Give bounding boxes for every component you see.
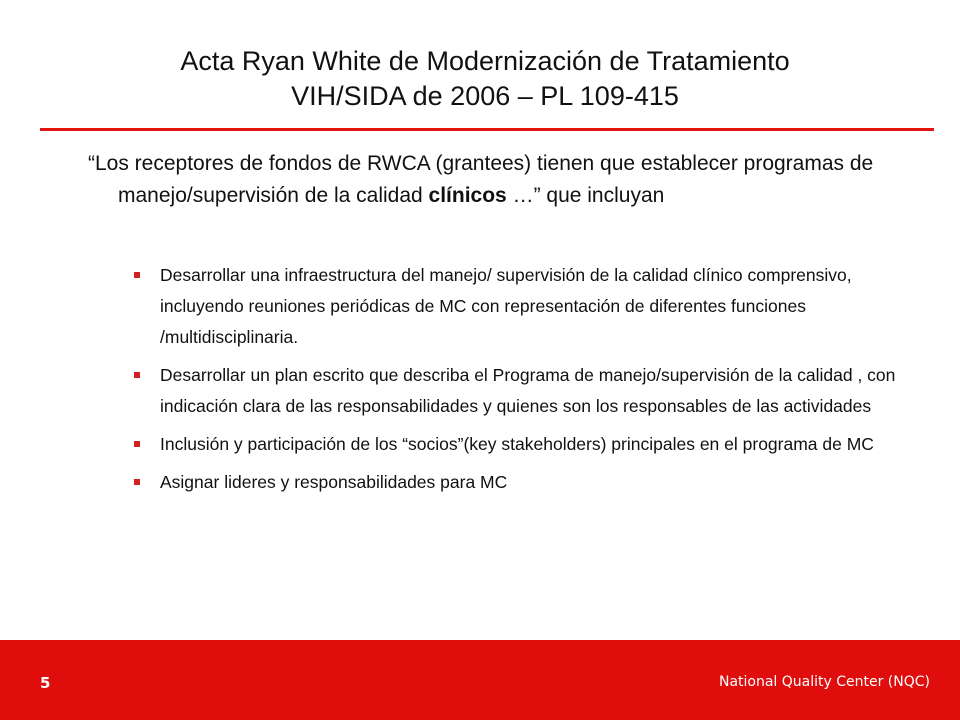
intro-paragraph [88,148,938,212]
bullet-item [132,360,932,422]
title-divider [40,128,934,131]
bullet-text: Desarrollar una infraestructura del manejo/ supervisión de la calidad clínico comprensivo, incluyendo reuniones periódicas de MC con representación de diferentes funciones /multidisciplinaria. [160,265,852,347]
bullet-item [132,260,932,353]
bullet-text: Inclusión y participación de los “socios”(key stakeholders) principales en el programa de MC [160,434,874,454]
bullet-text: Desarrollar un plan escrito que describa el Programa de manejo/supervisión de la calidad , con indicación clara de las responsabilidades y quienes son los responsables de las actividades [160,365,896,416]
slide-title [40,44,930,114]
footer-bar [0,640,960,720]
bullet-item [132,467,932,498]
intro-text-end: …” que incluyan [506,184,665,207]
page-number: 5 [40,674,51,692]
slide-title-line-2: VIH/SIDA de 2006 – PL 109-415 [291,81,679,111]
bullet-item [132,429,932,460]
intro-text-start: “Los receptores de fondos de RWCA (grantees) tienen que establecer programas de manejo/supervisión de la calidad [88,152,874,207]
bullet-list [132,260,932,505]
square-bullet-icon [134,441,140,447]
square-bullet-icon [134,479,140,485]
organization-name: National Quality Center (NQC) [718,674,930,690]
intro-text-bold: clínicos [428,184,507,207]
square-bullet-icon [134,372,140,378]
bullet-text: Asignar lideres y responsabilidades para MC [160,472,508,492]
slide-title-line-1: Acta Ryan White de Modernización de Tratamiento [180,46,790,76]
square-bullet-icon [134,272,140,278]
